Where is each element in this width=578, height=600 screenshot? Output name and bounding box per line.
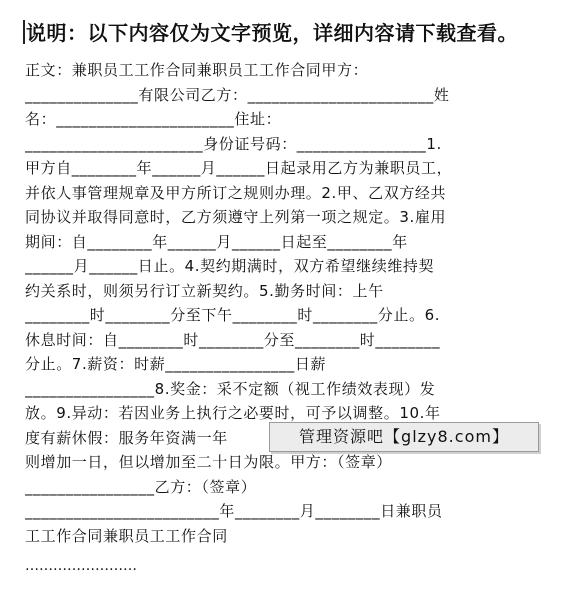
- body-line: ________________8.奖金：采不定额（视工作绩效表现）发: [25, 379, 436, 398]
- body-line: ________时________分至下午________时________分止。6.: [25, 306, 441, 324]
- body-line: 分止。7.薪资：时薪________________日薪: [25, 355, 327, 373]
- body-line: ______________有限公司乙方：_______________________姓: [25, 85, 450, 104]
- body-line: 并依人事管理规章及甲方所订之规则办理。2.甲、乙双方经共: [25, 183, 447, 202]
- body-line: 则增加一日，但以增加至二十日为限。甲方：（签章）: [25, 453, 392, 471]
- body-line: ______________________身份证号码：________________1.: [25, 134, 442, 153]
- body-line: 放。9.异动：若因业务上执行之必要时，可予以调整。10.年: [25, 404, 441, 422]
- body-line: 度有薪休假：服务年资满一年: [25, 428, 228, 447]
- body-line: ________________乙方：（签章）: [25, 477, 257, 496]
- body-line: 休息时间：自________时________分至________时________: [25, 330, 441, 349]
- document-body: [25, 58, 565, 548]
- text-cursor: [23, 20, 25, 44]
- body-line: 同协议并取得同意时，乙方须遵守上列第一项之规定。3.雇用: [25, 208, 447, 226]
- body-line: 期间：自________年______月______日起至________年: [25, 232, 408, 251]
- body-line: 约关系时，则须另行订立新契约。5.勤务时间：上午: [25, 281, 384, 300]
- body-line: 正文：兼职员工工作合同兼职员工工作合同甲方：: [25, 61, 369, 79]
- body-line: 甲方自________年______月______日起录用乙方为兼职员工，: [25, 159, 453, 177]
- body-line: 名：______________________住址：: [25, 110, 282, 128]
- preview-notice: 说明：以下内容仅为文字预览，详细内容请下载查看。: [26, 21, 518, 45]
- truncation-ellipsis: ……………………: [25, 558, 137, 574]
- body-line: 工工作合同兼职员工工作合同: [25, 526, 228, 545]
- body-line: ________________________年________月________日兼职员: [25, 502, 443, 520]
- body-line: ______月______日止。4.契约期满时，双方希望继续维持契: [25, 257, 435, 275]
- watermark-banner: 管理资源吧【glzy8.com】: [269, 422, 539, 452]
